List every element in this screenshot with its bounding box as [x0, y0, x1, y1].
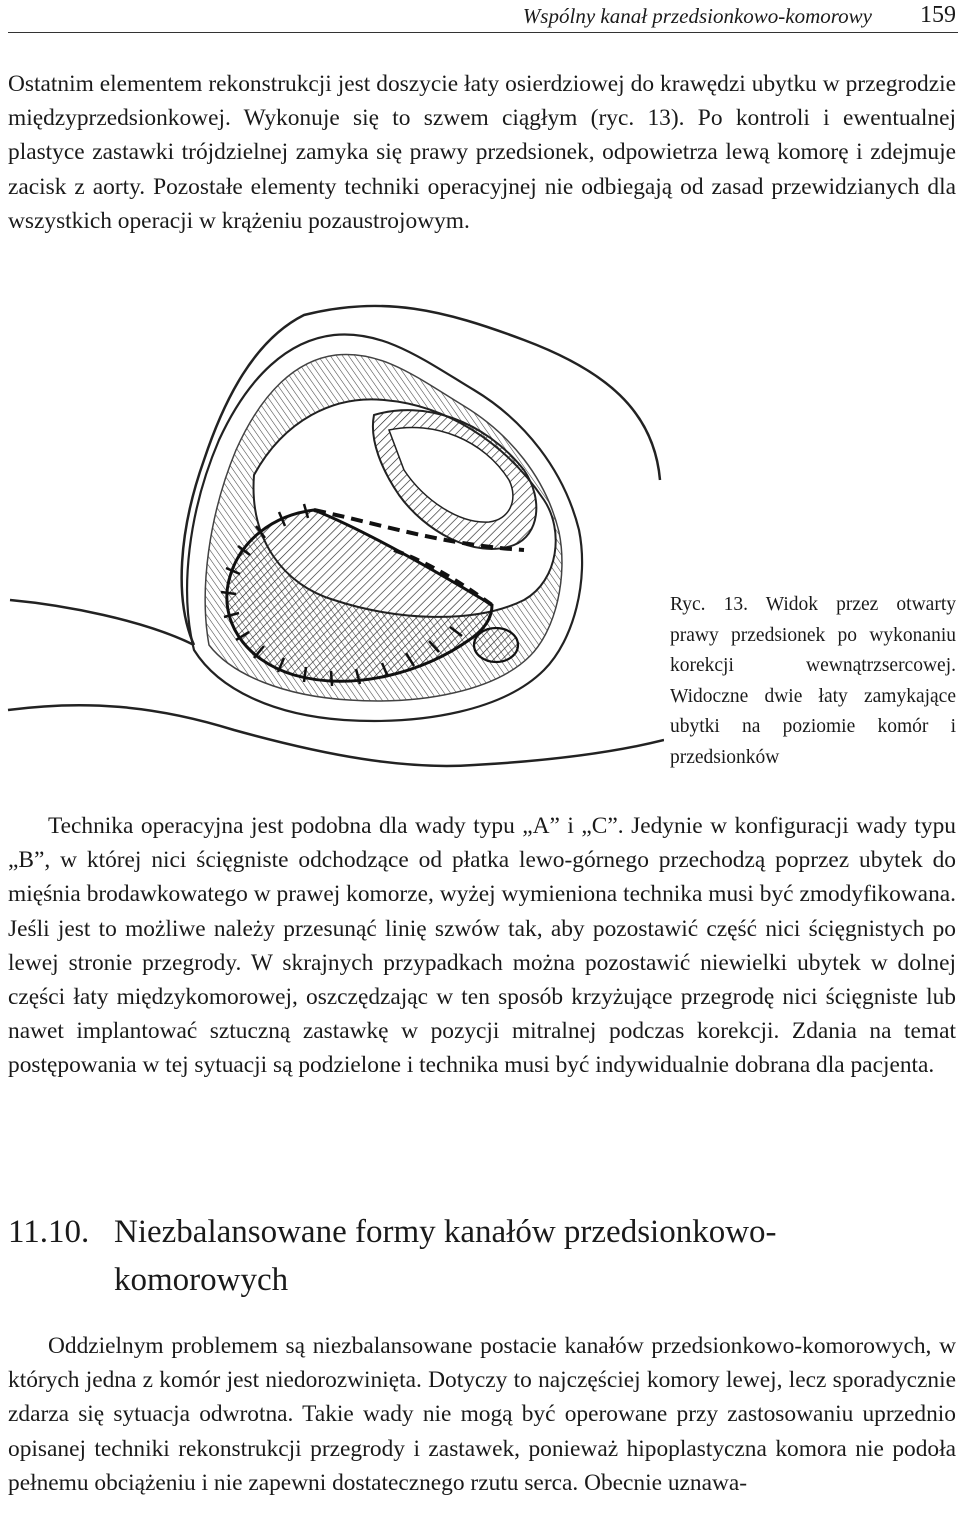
paragraph-3: Oddzielnym problemem są niezbalansowane postacie kanałów przedsionkowo-komorowych, w których jedna z komór jest niedorozwinięta. Dotyczy to najczęściej komory lewej, lecz sporadycznie zdarza się sytuacja odwrotna. Takie wady nie mogą być operowane przy zastosowaniu uprzednio opisanej techniki rekonstrukcji przegrody i zastawek, ponieważ hipoplastyczna komora nie podoła pełnemu obciążeniu i nie zapewni dostatecznego rzutu serca. Obecnie uznawa-: [8, 1333, 956, 1496]
page-number: 159: [920, 2, 956, 28]
running-head: [8, 2, 958, 33]
figure-caption: Ryc. 13. Widok przez otwarty prawy przedsionek po wykonaniu korekcji wewnątrzsercowej. Widoczne dwie łaty zamykające ubytki na poziomie komór i przedsionków: [670, 594, 956, 768]
section-title: Niezbalansowane formy kanałów przedsionkowo-komorowych: [114, 1214, 777, 1298]
paragraph-1: Ostatnim elementem rekonstrukcji jest doszycie łaty osierdziowej do krawędzi ubytku w przegrodzie międzyprzedsionkowej. Wykonuje się to szwem ciągłym (ryc. 13). Po kontroli i ewentualnej plastyce zastawki trójdzielnej zamyka się prawy przedsionek, odpowietrza lewą komorę i zdejmuje zacisk z aorty. Pozostałe elementy techniki operacyjnej nie odbiegają od zasad przewidzianych dla wszystkich operacji w krążeniu pozaustrojowym.: [8, 71, 956, 234]
section-number: 11.10.: [8, 1214, 90, 1250]
running-title: Wspólny kanał przedsionkowo-komorowy: [522, 4, 872, 28]
figure-13-illustration: [4, 300, 664, 780]
paragraph-2: Technika operacyjna jest podobna dla wady typu „A” i „C”. Jedynie w konfiguracji wady typu „B”, w której nici ścięgniste odchodzące od płatka lewo-górnego przechodzą poprzez ubytek do mięśnia brodawkowatego w prawej komorze, wyżej wymieniona technika musi być zmodyfikowana. Jeśli jest to możliwe należy przesunąć linię szwów tak, aby pozostawić część nici ścięgnistych po lewej stronie przegrody. W skrajnych przypadkach można pozostawić niewielki ubytek w dolnej części łaty międzykomorowej, oszczędzając w ten sposób krzyżujące przegrodę nici ścięgniste lub nawet implantować sztuczną zastawkę w pozycji mitralnej podczas korekcji. Zdania na temat postępowania w tej sytuacji są podzielone i technika musi być indywidualnie dobrana dla pacjenta.: [8, 813, 956, 1079]
